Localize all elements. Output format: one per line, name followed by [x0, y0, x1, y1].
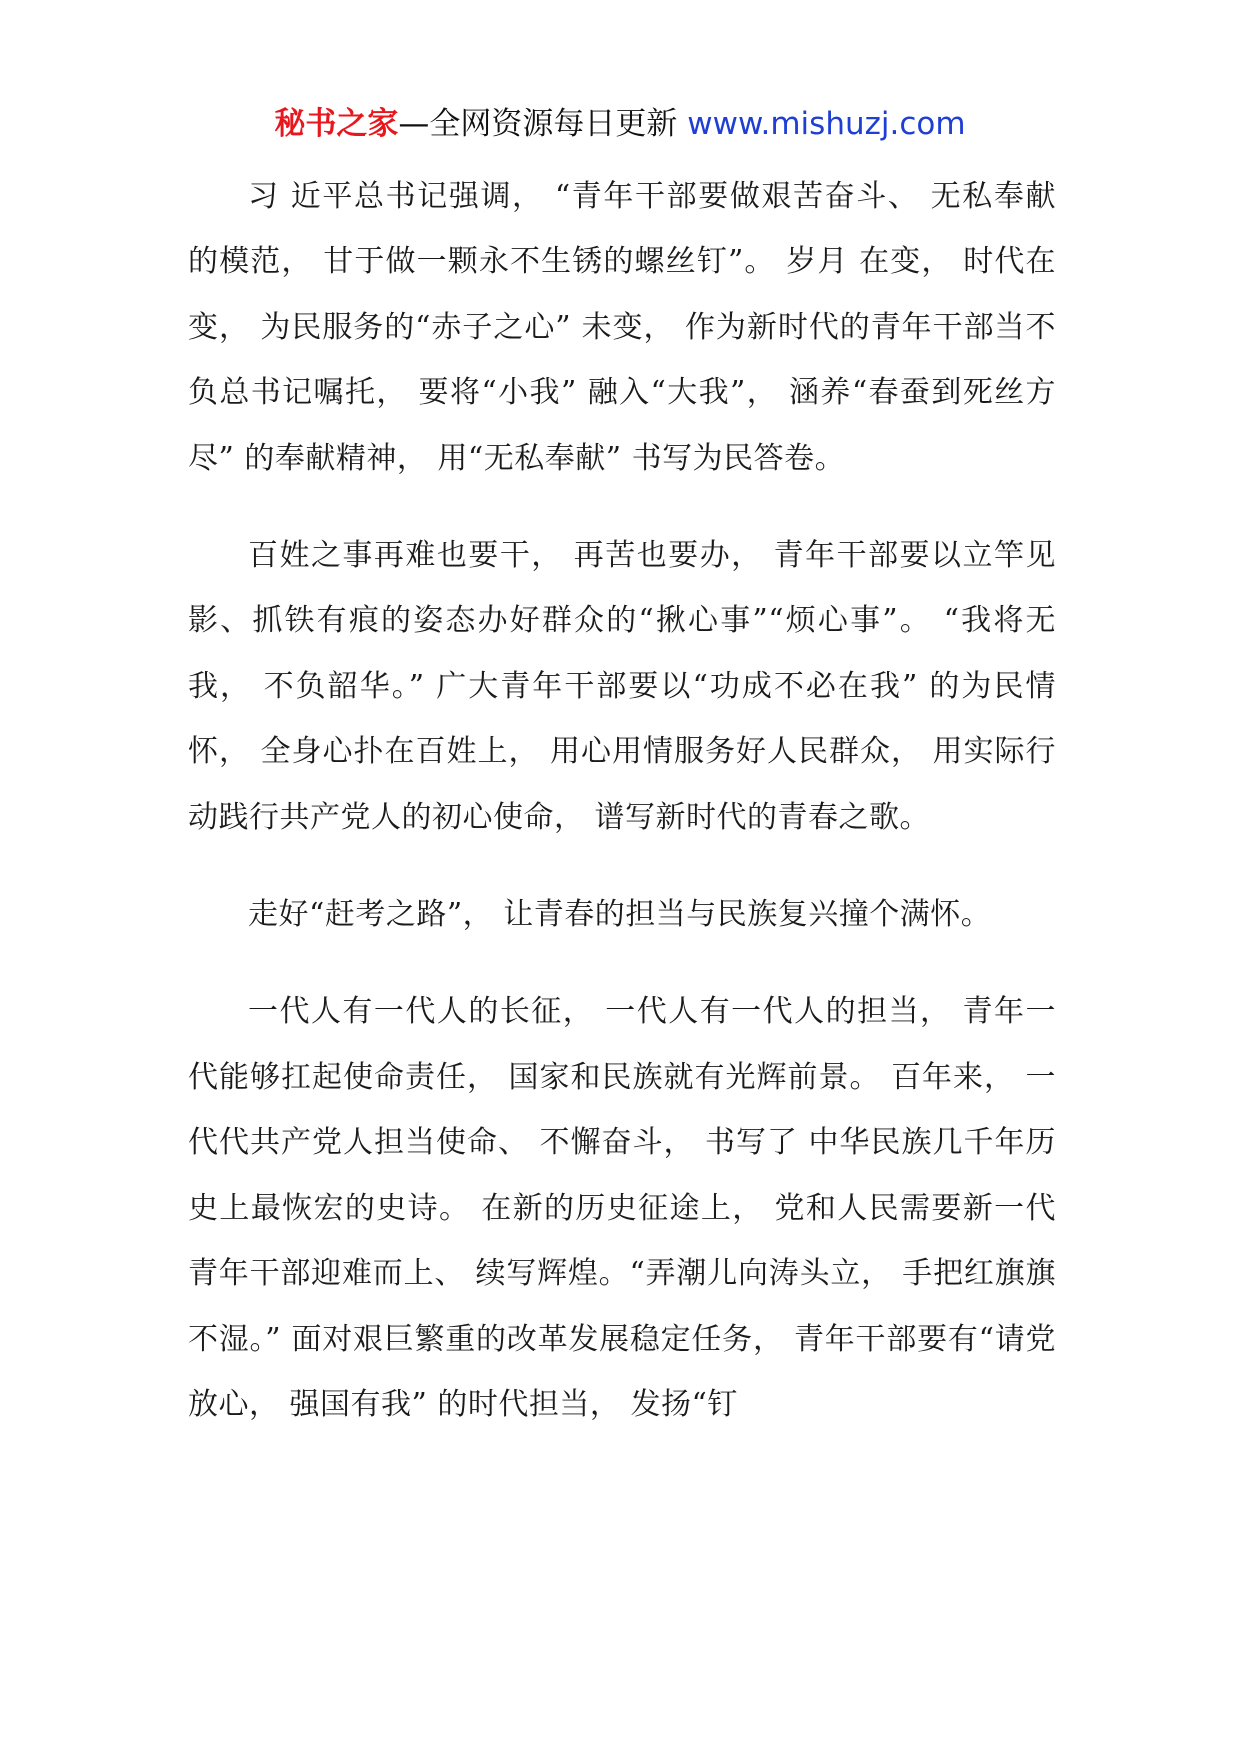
paragraph-2: 百姓之事再难也要干， 再苦也要办， 青年干部要以立竿见影、抓铁有痕的姿态办好群众的“揪心事”“烦心事”。 “我将无我， 不负韶华。” 广大青年干部要以“功成不必在我” 的为民情怀， 全身心扑在百姓上， 用心用情服务好人民群众， 用实际行动践行共产党人的初心使命， 谱写新时代的青春之歌。 — [188, 538, 1056, 835]
site-header — [0, 100, 1240, 148]
site-brand: 秘书之家 — [274, 106, 399, 142]
paragraph-3: 走好“赶考之路”， 让青春的担当与民族复兴撞个满怀。 — [248, 897, 992, 933]
site-url-link[interactable]: www.mishuzj.com — [687, 106, 966, 142]
site-slogan: —全网资源每日更新 — [398, 106, 678, 142]
paragraph-1: 习 近平总书记强调， “青年干部要做艰苦奋斗、 无私奉献的模范， 甘于做一颗永不生锈的螺丝钉”。 岁月 在变， 时代在变， 为民服务的“赤子之心” 未变， 作为新时代的青年干部当不负总书记嘱托， 要将“小我” 融入“大我”， 涵养“春蚕到死丝方尽” 的奉献精神， 用“无私奉献” 书写为民答卷。 — [188, 179, 1056, 476]
paragraph-4: 一代人有一代人的长征， 一代人有一代人的担当， 青年一代能够扛起使命责任， 国家和民族就有光辉前景。 百年来， 一代代共产党人担当使命、 不懈奋斗， 书写了 中华民族几千年历史上最恢宏的史诗。 在新的历史征途上， 党和人民需要新一代青年干部迎难而上、 续写辉煌。“弄潮儿向涛头立， 手把红旗旗不湿。” 面对艰巨繁重的改革发展稳定任务， 青年干部要有“请党放心， 强国有我” 的时代担当， 发扬“钉 — [188, 994, 1056, 1422]
document-body — [188, 164, 1056, 1437]
